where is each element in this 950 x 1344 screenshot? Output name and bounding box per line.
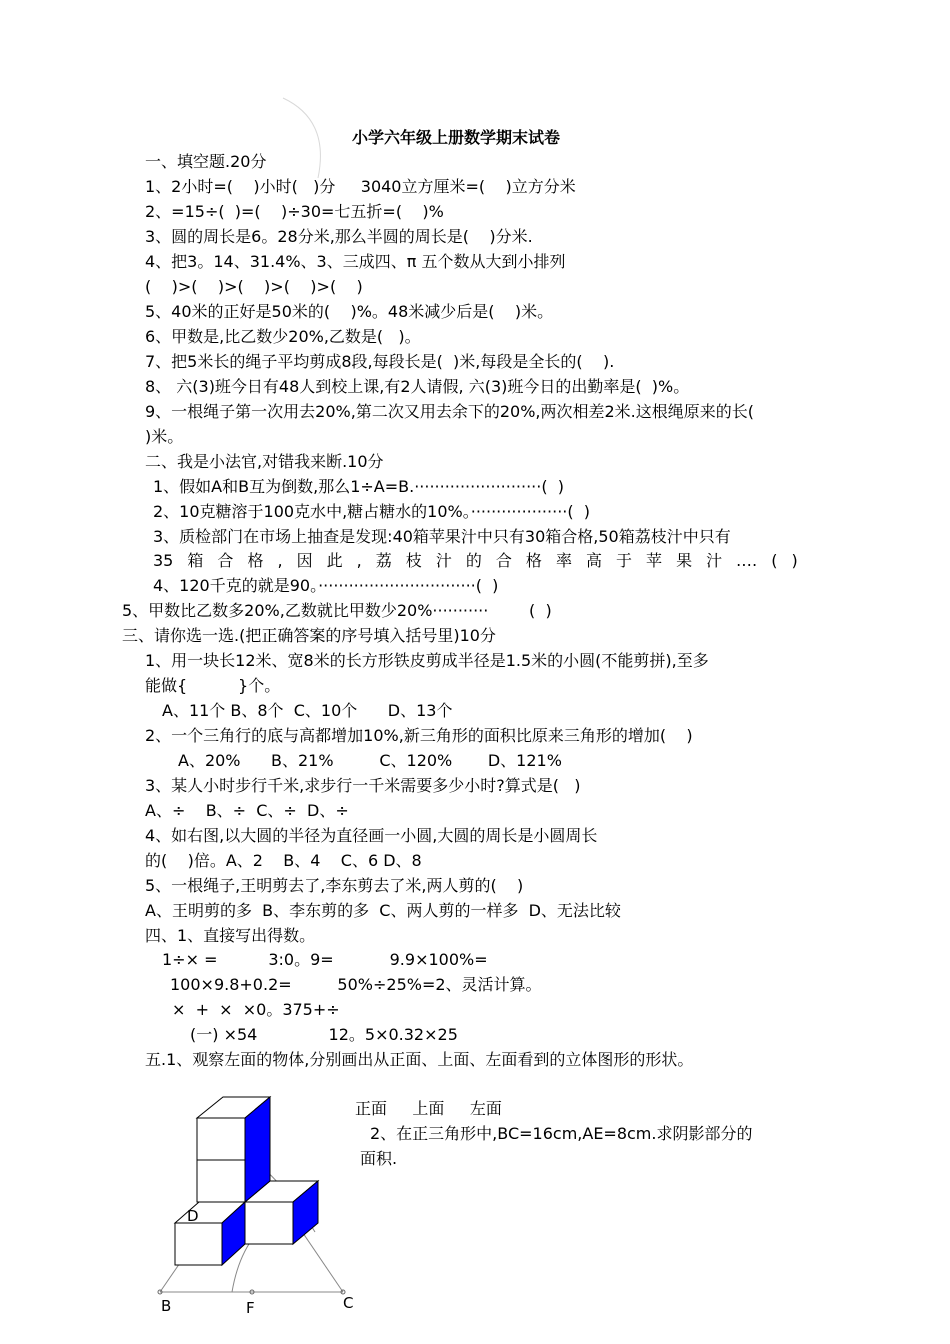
q3b-char: 苹 bbox=[646, 551, 663, 570]
section1-question-4: 4、把3。14、31.4%、3、三成四、π 五个数从大到小排列 bbox=[145, 252, 566, 271]
q3b-char: 的 bbox=[465, 551, 482, 570]
point-label-d: D bbox=[187, 1207, 199, 1225]
q3b-char: 因 bbox=[296, 551, 313, 570]
section1-question-9-cont: )米。 bbox=[145, 427, 184, 446]
section4-row-2: 100×9.8+0.2= 50%÷25%=2、灵活计算。 bbox=[170, 975, 542, 994]
section3-question-1-cont: 能做{ }个。 bbox=[145, 676, 281, 695]
section2-question-5: 5、甲数比乙数多20%,乙数就比甲数少20%··········· ( ) bbox=[122, 601, 552, 620]
section4-row-4: (一) ×54 12。5×0.32×25 bbox=[190, 1025, 458, 1044]
section5-question-2: 2、在正三角形中,BC=16cm,AE=8cm.求阴影部分的 bbox=[370, 1124, 753, 1143]
section1-question-3: 3、圆的周长是6。28分米,那么半圆的周长是( )分米. bbox=[145, 227, 533, 246]
q3b-char: 高 bbox=[585, 551, 602, 570]
section3-question-4: 4、如右图,以大圆的半径为直径画一小圆,大圆的周长是小圆周长 bbox=[145, 826, 598, 845]
section2-question-2: 2、10克糖溶于100克水中,糖占糖水的10%。···················( ) bbox=[153, 502, 591, 521]
section3-question-5-options: A、王明剪的多 B、李东剪的多 C、两人剪的一样多 D、无法比较 bbox=[145, 901, 621, 920]
section3-question-2-options: A、20% B、21% C、120% D、121% bbox=[178, 751, 562, 770]
section5-question-2-cont: 面积. bbox=[360, 1149, 398, 1168]
section1-heading: 一、填空题.20分 bbox=[145, 152, 267, 171]
section3-question-5: 5、一根绳子,王明剪去了,李东剪去了米,两人剪的( ) bbox=[145, 876, 524, 895]
point-label-f: F bbox=[246, 1299, 255, 1317]
section3-question-4-cont: 的( )倍。A、2 B、4 C、6 D、8 bbox=[145, 851, 422, 870]
section2-question-1: 1、假如A和B互为倒数,那么1÷A=B.·························( ) bbox=[153, 477, 564, 496]
q3b-char: 合 bbox=[217, 551, 234, 570]
q3b-char: ( bbox=[771, 551, 778, 570]
section1-question-1: 1、2小时=( )小时( )分 3040立方厘米=( )立方分米 bbox=[145, 177, 576, 196]
section1-question-6: 6、甲数是,比乙数少20%,乙数是( )。 bbox=[145, 327, 421, 346]
section3-question-1-options: A、11个 B、8个 C、10个 D、13个 bbox=[162, 701, 453, 720]
section3-question-2: 2、一个三角行的底与高都增加10%,新三角形的面积比原来三角形的增加( ) bbox=[145, 726, 693, 745]
q3b-char: 35 bbox=[153, 551, 174, 570]
point-label-c: C bbox=[343, 1294, 354, 1312]
cube-front-face bbox=[197, 1118, 245, 1160]
section2-question-3: 3、质检部门在市场上抽查是发现:40箱苹果汁中只有30箱合格,50箱荔枝汁中只有 bbox=[153, 527, 731, 546]
q3b-char: 荔 bbox=[375, 551, 392, 570]
section1-question-7: 7、把5米长的绳子平均剪成8段,每段长是( )米,每段是全长的( ). bbox=[145, 352, 615, 371]
q3b-char: , bbox=[277, 551, 283, 570]
section3-question-3-options: A、÷ B、÷ C、÷ D、÷ bbox=[145, 801, 349, 820]
q3b-char: 果 bbox=[676, 551, 693, 570]
q3b-char: 汁 bbox=[706, 551, 723, 570]
section3-question-3: 3、某人小时步行千米,求步行一千米需要多少小时?算式是( ) bbox=[145, 776, 581, 795]
cube-front-face bbox=[175, 1223, 222, 1265]
section1-question-4-blanks: ( )>( )>( )>( )>( ) bbox=[145, 277, 363, 296]
section3-heading: 三、请你选一选.(把正确答案的序号填入括号里)10分 bbox=[122, 626, 496, 645]
cube-front-face bbox=[197, 1160, 245, 1202]
q3b-char: 合 bbox=[495, 551, 512, 570]
section5-views-labels: 正面 上面 左面 bbox=[355, 1099, 502, 1118]
section4-heading: 四、1、直接写出得数。 bbox=[145, 926, 316, 945]
q3b-char: 于 bbox=[616, 551, 633, 570]
q3b-char: 率 bbox=[555, 551, 572, 570]
section1-question-9: 9、一根绳子第一次用去20%,第二次又用去余下的20%,两次相差2米.这根绳原来的长( bbox=[145, 402, 754, 421]
section1-question-2: 2、=15÷( )=( )÷30=七五折=( )% bbox=[145, 202, 444, 221]
exam-title: 小学六年级上册数学期末试卷 bbox=[352, 128, 561, 147]
section2-heading: 二、我是小法官,对错我来断.10分 bbox=[145, 452, 384, 471]
q3b-char: 格 bbox=[247, 551, 264, 570]
q3b-char: 枝 bbox=[405, 551, 422, 570]
section4-row-3: × + × ×0。375+÷ bbox=[172, 1000, 340, 1019]
q3b-char: , bbox=[356, 551, 362, 570]
section4-row-1: 1÷× = 3:0。9= 9.9×100%= bbox=[162, 950, 488, 969]
point-label-b: B bbox=[161, 1297, 172, 1315]
q3b-char: .… bbox=[736, 551, 758, 570]
cube-front-face bbox=[245, 1202, 293, 1244]
section3-question-1: 1、用一块长12米、宽8米的长方形铁皮剪成半径是1.5米的小圆(不能剪拼),至多 bbox=[145, 651, 709, 670]
q3b-char: ) bbox=[791, 551, 798, 570]
section1-question-8: 8、 六(3)班今日有48人到校上课,有2人请假, 六(3)班今日的出勤率是( )%。 bbox=[145, 377, 690, 396]
section1-question-5: 5、40米的正好是50米的( )%。48米减少后是( )米。 bbox=[145, 302, 554, 321]
q3b-char: 汁 bbox=[435, 551, 452, 570]
q3b-char: 此 bbox=[326, 551, 343, 570]
section2-question-4: 4、120千克的就是90。·······························( ) bbox=[153, 576, 499, 595]
q3b-char: 格 bbox=[525, 551, 542, 570]
section5-heading: 五.1、观察左面的物体,分别画出从正面、上面、左面看到的立体图形的形状。 bbox=[145, 1050, 694, 1069]
q3b-char: 箱 bbox=[187, 551, 204, 570]
